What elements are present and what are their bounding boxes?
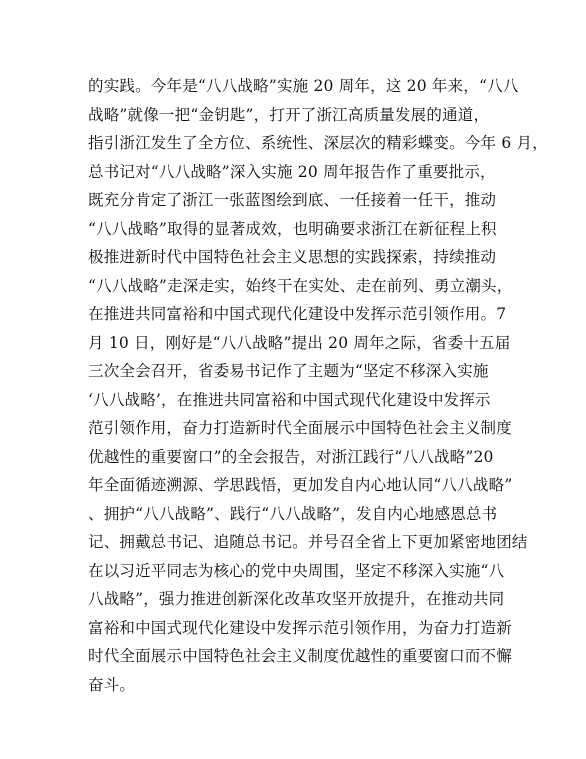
paragraph-line: 时代全面展示中国特色社会主义制度优越性的重要窗口而不懈 — [88, 647, 512, 665]
paragraph-line: 八战略”，强力推进创新深化改革攻坚开放提升，在推动共同 — [88, 590, 505, 608]
paragraph-line: “八八战略”走深走实，始终干在实处、走在前列、勇立潮头， — [88, 276, 513, 295]
paragraph-line: 月 10 日，刚好是“八八战略”提出 20 周年之际，省委十五届 — [88, 333, 511, 352]
paragraph-line: 三次全会召开，省委易书记作了主题为“坚定不移深入实施 — [88, 362, 489, 380]
paragraph-line: “八八战略”取得的显著成效，也明确要求浙江在新征程上积 — [88, 219, 497, 238]
paragraph-line: ‘八八战略’，在推进共同富裕和中国式现代化建设中发挥示 — [88, 390, 491, 409]
paragraph-line: 范引领作用，奋力打造新时代全面展示中国特色社会主义制度 — [88, 419, 512, 437]
paragraph-line: 富裕和中国式现代化建设中发挥示范引领作用，为奋力打造新 — [88, 618, 512, 637]
paragraph-line: 优越性的重要窗口”的全会报告，对浙江践行“八八战略”20 — [88, 447, 494, 466]
paragraph-line: 极推进新时代中国特色社会主义思想的实践探索，持续推动 — [88, 248, 497, 266]
paragraph-line: 的实践。今年是“八八战略”实施 20 周年，这 20 年来，“八八 — [88, 77, 519, 95]
paragraph-line: 总书记对“八八战略”深入实施 20 周年报告作了重要批示， — [88, 162, 496, 181]
paragraph-line: 记、拥戴总书记、追随总书记。并号召全省上下更加紧密地团结 — [88, 533, 528, 551]
body-paragraph — [88, 72, 548, 699]
paragraph-line: 指引浙江发生了全方位、系统性、深层次的精彩蝶变。今年 6 月， — [88, 134, 548, 152]
paragraph-line: 在以习近平同志为核心的党中央周围，坚定不移深入实施“八 — [88, 561, 505, 580]
paragraph-line: 奋斗。 — [88, 675, 136, 694]
paragraph-line: 、拥护“八八战略”、践行“八八战略”，发自内心地感恩总书 — [88, 504, 498, 523]
paragraph-line: 在推进共同富裕和中国式现代化建设中发挥示范引领作用。7 — [88, 305, 507, 323]
paragraph-line: 既充分肯定了浙江一张蓝图绘到底、一任接着一任干，推动 — [88, 191, 497, 209]
paragraph-line: 战略”就像一把“金钥匙”，打开了浙江高质量发展的通道， — [88, 105, 490, 124]
paragraph-line: 年全面循迹溯源、学思践悟，更加发自内心地认同“八八战略” — [88, 476, 513, 494]
